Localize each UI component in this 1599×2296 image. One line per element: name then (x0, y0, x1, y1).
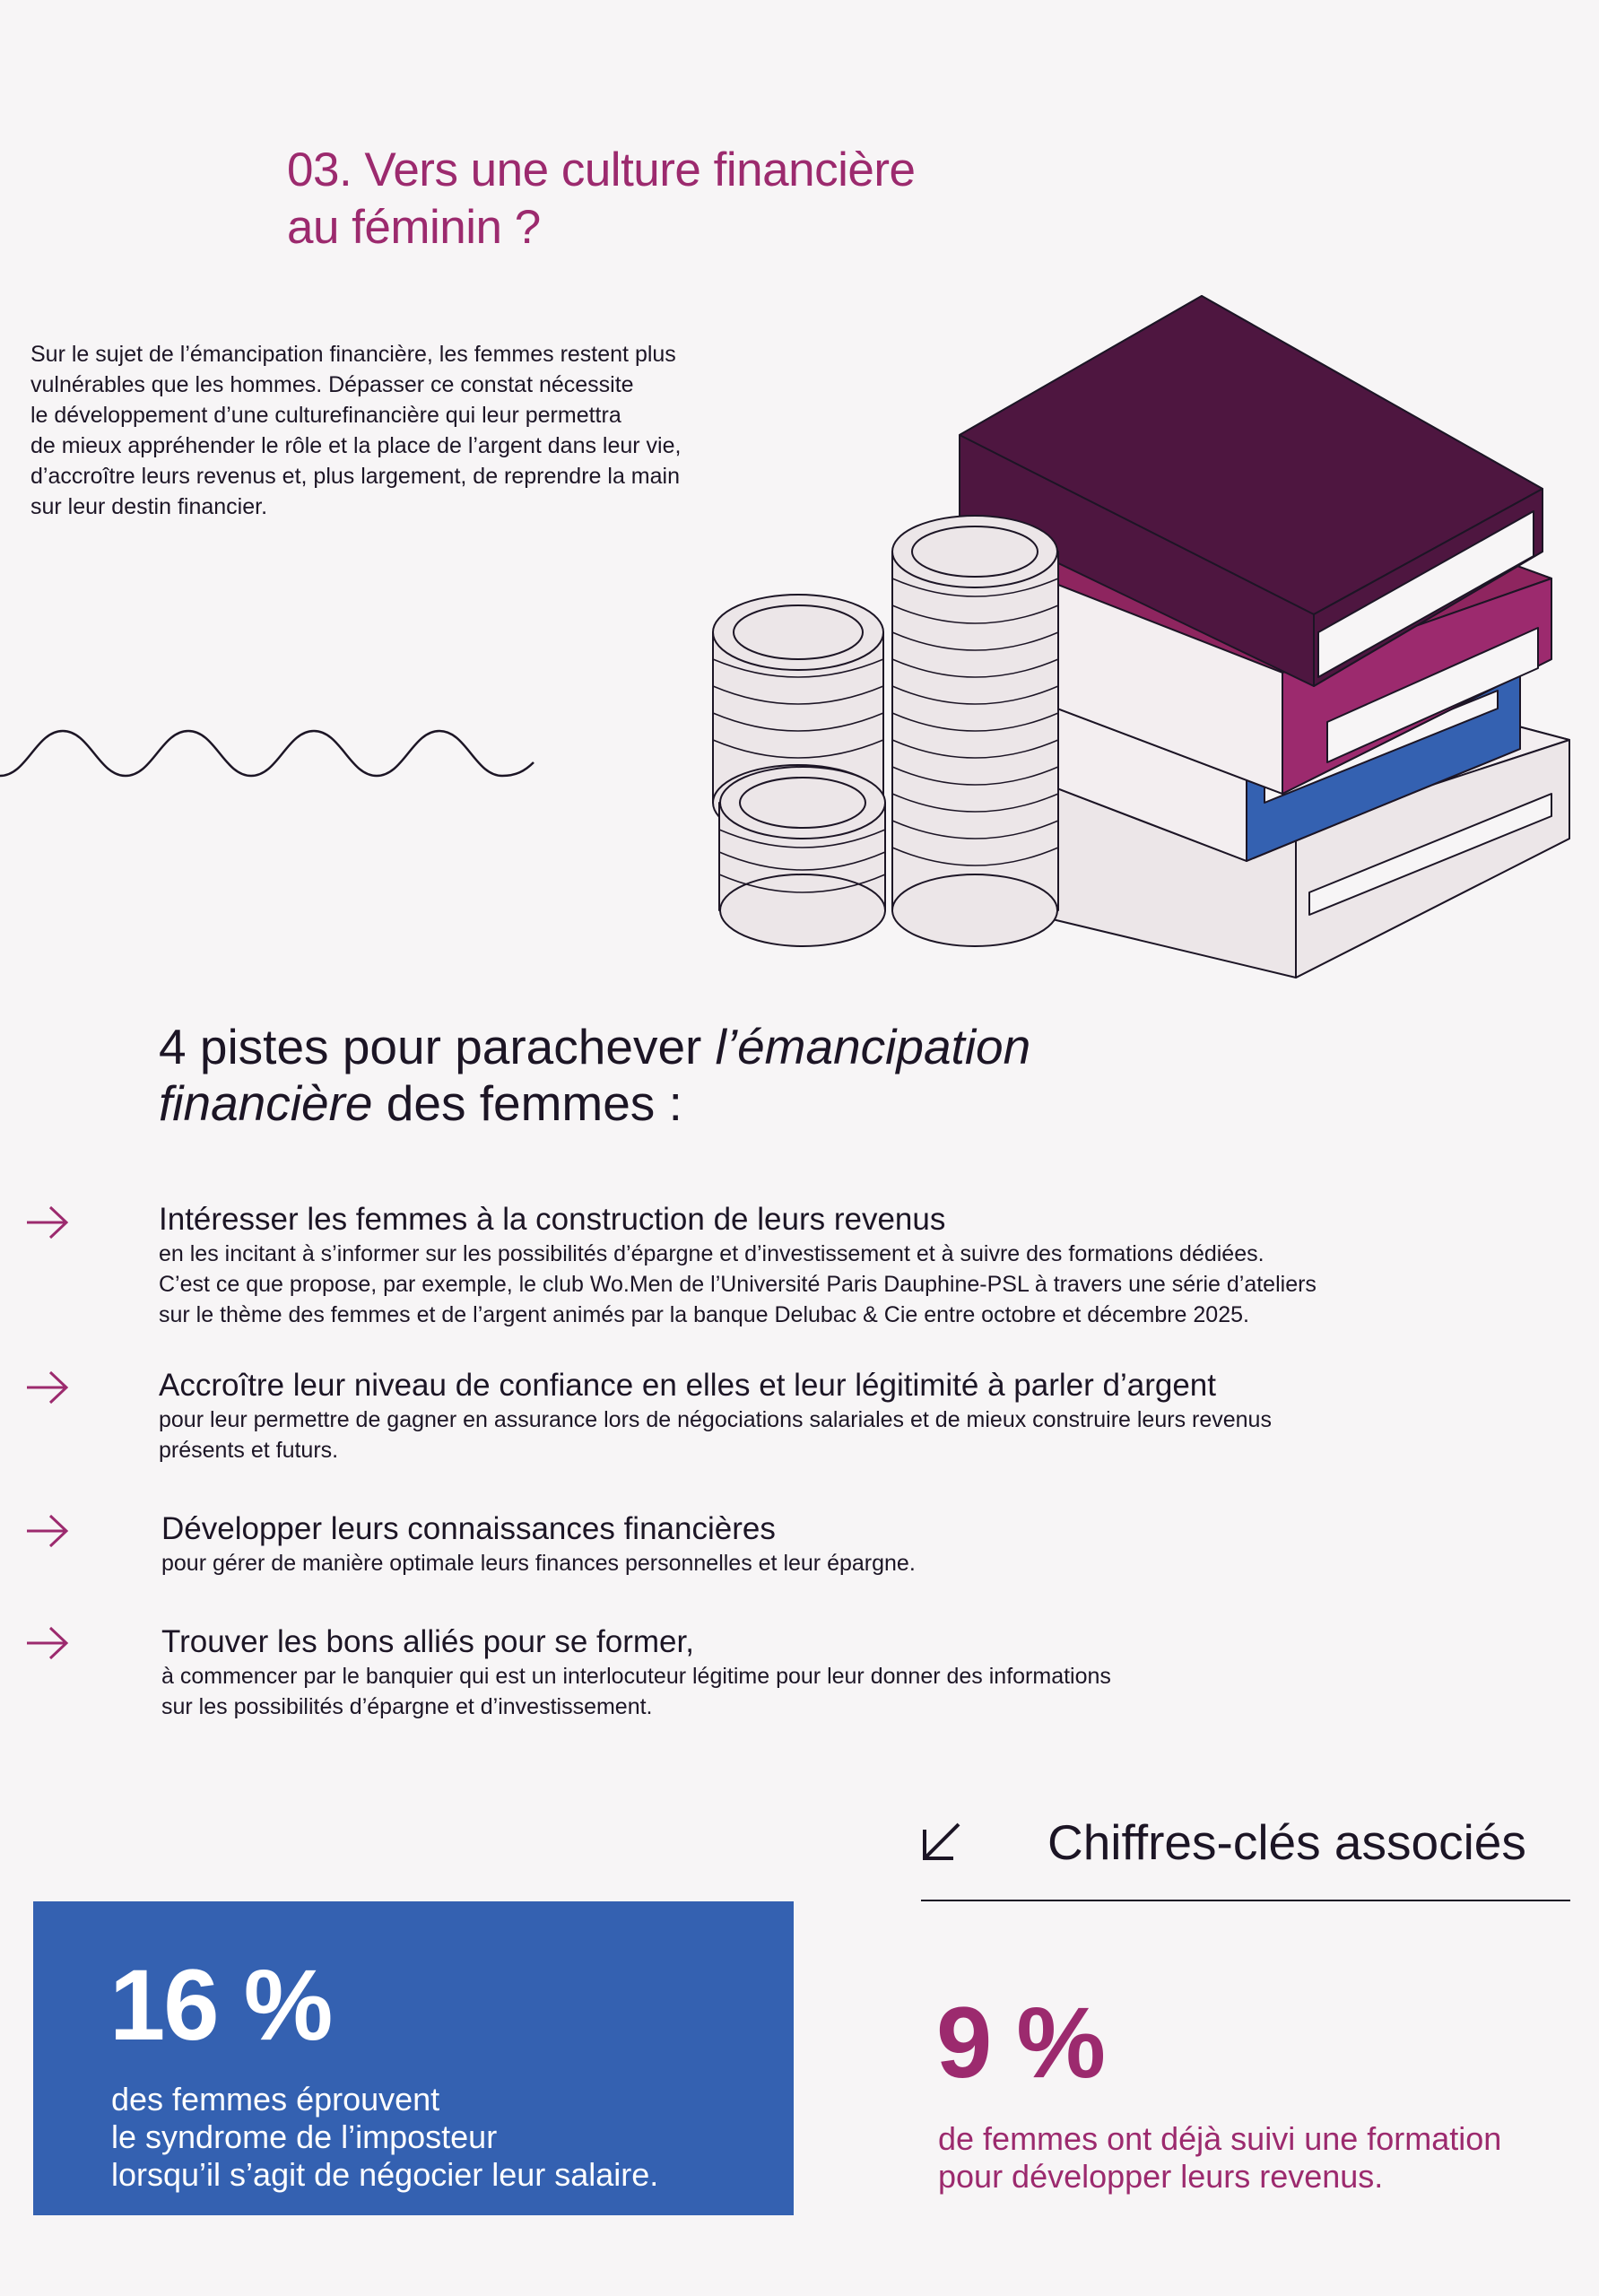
piste-line: pour leur permettre de gagner en assurance lors de négociations salariales et de mieux construire leurs revenus (159, 1407, 1272, 1432)
stat-line: de femmes ont déjà suivi une formation (938, 2120, 1502, 2157)
intro-line: de mieux appréhender le rôle et la place de l’argent dans leur vie, (30, 433, 682, 458)
stat-value: 9 % (936, 1987, 1104, 2099)
piste-description (159, 1239, 1459, 1330)
arrow-right-icon (23, 1621, 73, 1665)
section-title-line2: au féminin ? (287, 201, 541, 254)
piste-item (161, 1510, 1462, 1578)
wave-decoration-icon (0, 718, 538, 789)
divider (921, 1900, 1570, 1901)
stat-line: le syndrome de l’imposteur (111, 2118, 498, 2155)
stat-value: 16 % (109, 1949, 332, 2061)
intro-line: vulnérables que les hommes. Dépasser ce constat nécessite (30, 372, 634, 397)
piste-heading: Trouver les bons alliés pour se former, (161, 1624, 694, 1659)
intro-line: d’accroître leurs revenus et, plus largement, de reprendre la main (30, 464, 680, 489)
piste-description (159, 1405, 1459, 1465)
pistes-title-italic2: financière (159, 1075, 373, 1131)
stat-line: lorsqu’il s’agit de négocier leur salaire. (111, 2156, 659, 2193)
piste-line: C’est ce que propose, par exemple, le club Wo.Men de l’Université Paris Dauphine-PSL à travers une série d’ateliers (159, 1272, 1317, 1297)
pistes-title-part2: des femmes : (372, 1075, 682, 1131)
piste-heading: Intéresser les femmes à la construction de leurs revenus (159, 1202, 946, 1237)
pistes-title-italic1: l’émancipation (715, 1019, 1031, 1074)
intro-paragraph (30, 339, 784, 522)
intro-line: sur leur destin financier. (30, 494, 268, 519)
piste-heading: Accroître leur niveau de confiance en elles et leur légitimité à parler d’argent (159, 1368, 1216, 1403)
books-and-coins-illustration (708, 291, 1592, 982)
stat-line: pour développer leurs revenus. (938, 2158, 1384, 2195)
arrow-right-icon (23, 1200, 73, 1245)
piste-item (159, 1201, 1459, 1330)
intro-line: le développement d’une culturefinancière qui leur permettra (30, 403, 621, 428)
arrow-down-left-icon (919, 1819, 964, 1864)
pistes-heading (159, 1019, 1325, 1132)
section-title (287, 142, 1184, 257)
pistes-title-part1: 4 pistes pour parachever (159, 1019, 716, 1074)
piste-line: sur le thème des femmes et de l’argent animés par la banque Delubac & Cie entre octobre et décembre 2025. (159, 1302, 1249, 1327)
piste-description (161, 1661, 1462, 1722)
section-title-line1: 03. Vers une culture financière (287, 144, 916, 196)
stat-description (111, 2081, 775, 2194)
key-figures-title: Chiffres-clés associés (1047, 1814, 1526, 1870)
stat-description (938, 2120, 1584, 2196)
piste-line: sur les possibilités d’épargne et d’investissement. (161, 1694, 653, 1719)
piste-item (161, 1623, 1462, 1722)
stat-line: des femmes éprouvent (111, 2081, 440, 2118)
piste-line: en les incitant à s’informer sur les possibilités d’épargne et d’investissement et à suivre des formations dédiées. (159, 1241, 1264, 1266)
arrow-right-icon (23, 1365, 73, 1410)
piste-description (161, 1548, 1462, 1578)
piste-heading: Développer leurs connaissances financières (161, 1511, 776, 1546)
intro-line: Sur le sujet de l’émancipation financière, les femmes restent plus (30, 342, 676, 367)
piste-item (159, 1367, 1459, 1465)
piste-line: à commencer par le banquier qui est un interlocuteur légitime pour leur donner des informations (161, 1664, 1111, 1689)
piste-line: pour gérer de manière optimale leurs finances personnelles et leur épargne. (161, 1551, 916, 1576)
arrow-right-icon (23, 1509, 73, 1553)
piste-line: présents et futurs. (159, 1438, 339, 1463)
